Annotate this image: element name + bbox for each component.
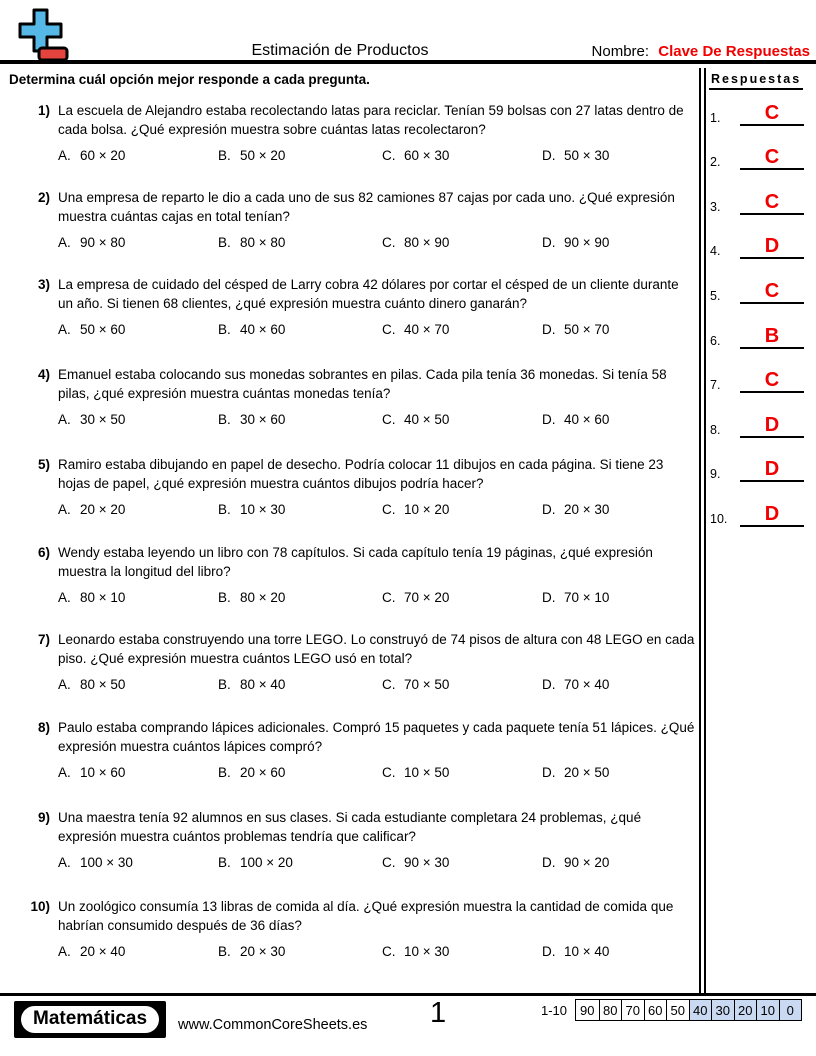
question-number: 9)	[37, 810, 50, 825]
answer-item	[710, 349, 808, 394]
option-label: A.	[58, 148, 71, 163]
answer-number: 8.	[710, 422, 721, 437]
option-label: B.	[218, 412, 231, 427]
option	[218, 322, 382, 337]
option-label: C.	[382, 944, 396, 959]
score-cell: 70	[621, 1000, 644, 1020]
question-text: Emanuel estaba colocando sus monedas sobrantes en pilas. Cada pila tenía 36 monedas. Si tenía 58 pilas, ¿qué expresión muestra cuántas monedas tenía?	[58, 367, 667, 401]
option	[218, 590, 382, 605]
answer-letter: C	[764, 146, 780, 169]
option-value: 60 × 20	[80, 148, 126, 163]
option-label: A.	[58, 590, 71, 605]
option-value: 100 × 20	[240, 855, 293, 870]
question-body	[58, 897, 695, 959]
score-cell: 0	[779, 1000, 802, 1020]
answer-item	[710, 259, 808, 304]
question	[22, 718, 695, 780]
option	[382, 322, 542, 337]
option	[382, 590, 542, 605]
question-text: Paulo estaba comprando lápices adicionales. Compró 15 paquetes y cada paquete tenía 51 lápices. ¿Qué expresión muestra cuántos lápices compró?	[58, 720, 695, 754]
option-value: 40 × 60	[240, 322, 286, 337]
page-title: Estimación de Productos	[251, 42, 429, 59]
option	[542, 677, 695, 692]
answer-letter: C	[764, 369, 780, 392]
options-row	[58, 412, 695, 427]
answer-item	[710, 126, 808, 171]
question-text: La empresa de cuidado del césped de Larry cobra 42 dólares por cortar el césped de un cliente durante un año. Si tienen 68 clientes, ¿qué expresión muestra cuánto dinero ganarán?	[58, 277, 679, 311]
question-text: Un zoológico consumía 13 libras de comida al día. ¿Qué expresión muestra la cantidad de comida que habrían consumido después de 36 días?	[58, 899, 674, 933]
option	[58, 412, 218, 427]
answer-letter: D	[764, 502, 780, 525]
option	[382, 855, 542, 870]
score-cell: 50	[666, 1000, 689, 1020]
option-label: A.	[58, 412, 71, 427]
option-label: A.	[58, 765, 71, 780]
answer-key-header: Respuestas	[709, 71, 803, 90]
answer-blank	[740, 192, 804, 215]
answer-item	[710, 482, 808, 527]
option-value: 40 × 70	[404, 322, 450, 337]
option-value: 70 × 20	[404, 590, 450, 605]
option	[58, 944, 218, 959]
option-label: A.	[58, 855, 71, 870]
option-value: 90 × 30	[404, 855, 450, 870]
option-value: 40 × 60	[564, 412, 610, 427]
option	[58, 855, 218, 870]
score-cell: 40	[689, 1000, 712, 1020]
answer-number: 5.	[710, 288, 721, 303]
answer-blank	[740, 236, 804, 259]
option-label: C.	[382, 148, 396, 163]
answer-number: 2.	[710, 155, 721, 170]
plus-minus-logo-icon	[16, 6, 70, 67]
answer-item	[710, 438, 808, 483]
option-value: 20 × 60	[240, 765, 286, 780]
option-label: B.	[218, 677, 231, 692]
option-value: 10 × 30	[404, 944, 450, 959]
option	[382, 502, 542, 517]
question	[22, 455, 695, 517]
answer-number: 4.	[710, 244, 721, 259]
question-text: Una maestra tenía 92 alumnos en sus clases. Si cada estudiante completara 24 problemas, ¿qué expresión muestra cuántos problemas tendría que calificar?	[58, 810, 642, 844]
questions-area	[0, 68, 699, 993]
answer-item	[710, 81, 808, 126]
option-value: 10 × 50	[404, 765, 450, 780]
options-row	[58, 765, 695, 780]
score-cell: 20	[734, 1000, 757, 1020]
answer-blank	[740, 459, 804, 482]
question	[22, 188, 695, 250]
answer-key-column	[706, 68, 816, 993]
question-number: 6)	[37, 545, 50, 560]
question	[22, 897, 695, 959]
option	[218, 855, 382, 870]
question-body	[58, 718, 695, 780]
question-body	[58, 188, 695, 250]
option-value: 80 × 90	[404, 235, 450, 250]
options-row	[58, 235, 695, 250]
answer-blank	[740, 415, 804, 438]
answer-letter: D	[764, 235, 780, 258]
option-value: 80 × 40	[240, 677, 286, 692]
option	[218, 235, 382, 250]
score-cell: 30	[711, 1000, 734, 1020]
site-url: www.CommonCoreSheets.es	[178, 1017, 368, 1033]
answer-letter: D	[764, 458, 780, 481]
answer-number: 7.	[710, 378, 721, 393]
option	[58, 590, 218, 605]
answer-item	[710, 393, 808, 438]
option	[542, 502, 695, 517]
question-number: 4)	[37, 367, 50, 382]
answer-letter: C	[764, 190, 780, 213]
question-body	[58, 543, 695, 605]
option-value: 10 × 40	[564, 944, 610, 959]
answer-number: 6.	[710, 333, 721, 348]
option-value: 100 × 30	[80, 855, 133, 870]
option	[218, 944, 382, 959]
option-label: B.	[218, 590, 231, 605]
answer-letter: B	[764, 324, 780, 347]
options-row	[58, 322, 695, 337]
answer-blank	[740, 147, 804, 170]
option	[58, 148, 218, 163]
option-value: 70 × 40	[564, 677, 610, 692]
option-label: D.	[542, 944, 556, 959]
option	[382, 677, 542, 692]
option-label: D.	[542, 322, 556, 337]
question	[22, 365, 695, 427]
answer-item	[710, 170, 808, 215]
score-cell: 10	[756, 1000, 779, 1020]
option-label: B.	[218, 235, 231, 250]
question	[22, 275, 695, 337]
option	[542, 944, 695, 959]
main	[0, 68, 816, 993]
answer-letter: C	[764, 279, 780, 302]
option-value: 20 × 20	[80, 502, 126, 517]
name-label: Nombre:	[591, 43, 650, 60]
option-label: B.	[218, 765, 231, 780]
option	[382, 765, 542, 780]
option	[382, 235, 542, 250]
question-body	[58, 455, 695, 517]
question-body	[58, 275, 695, 337]
option-label: C.	[382, 590, 396, 605]
option-label: C.	[382, 412, 396, 427]
question	[22, 630, 695, 692]
option	[218, 148, 382, 163]
option-value: 30 × 60	[240, 412, 286, 427]
option	[58, 502, 218, 517]
option	[382, 148, 542, 163]
question-body	[58, 808, 695, 870]
answer-number: 1.	[710, 110, 721, 125]
question-body	[58, 365, 695, 427]
option-value: 50 × 20	[240, 148, 286, 163]
question-number: 5)	[37, 457, 50, 472]
score-cell: 90	[576, 1000, 599, 1020]
score-cell: 80	[599, 1000, 622, 1020]
option	[542, 765, 695, 780]
option	[218, 765, 382, 780]
option-label: D.	[542, 855, 556, 870]
option-label: B.	[218, 148, 231, 163]
option-value: 80 × 10	[80, 590, 126, 605]
options-row	[58, 148, 695, 163]
option	[382, 944, 542, 959]
option-label: D.	[542, 677, 556, 692]
option-value: 90 × 80	[80, 235, 126, 250]
options-row	[58, 677, 695, 692]
option-label: D.	[542, 412, 556, 427]
option-value: 10 × 20	[404, 502, 450, 517]
option-label: B.	[218, 322, 231, 337]
option	[218, 677, 382, 692]
option-value: 60 × 30	[404, 148, 450, 163]
option-label: C.	[382, 502, 396, 517]
answer-letter: C	[764, 101, 780, 124]
option	[542, 412, 695, 427]
option-value: 80 × 80	[240, 235, 286, 250]
option-label: D.	[542, 502, 556, 517]
option-value: 50 × 70	[564, 322, 610, 337]
column-divider	[699, 68, 706, 993]
option	[58, 235, 218, 250]
footer	[0, 993, 816, 1056]
option	[58, 677, 218, 692]
question-number: 2)	[37, 190, 50, 205]
answer-letter: D	[764, 413, 780, 436]
options-row	[58, 590, 695, 605]
option	[542, 855, 695, 870]
score-group	[541, 999, 802, 1021]
answer-number: 9.	[710, 467, 721, 482]
question-number: 8)	[37, 720, 50, 735]
option	[542, 148, 695, 163]
option-label: A.	[58, 502, 71, 517]
option-value: 10 × 60	[80, 765, 126, 780]
option	[542, 322, 695, 337]
option-label: A.	[58, 944, 71, 959]
score-range-label: 1-10	[540, 1002, 567, 1018]
question-body	[58, 630, 695, 692]
option	[58, 765, 218, 780]
option-value: 20 × 30	[564, 502, 610, 517]
question-text: Wendy estaba leyendo un libro con 78 capítulos. Si cada capítulo tenía 19 páginas, ¿qué expresión muestra la longitud del libro?	[58, 545, 653, 579]
answer-number: 3.	[710, 199, 721, 214]
options-row	[58, 944, 695, 959]
option-value: 20 × 40	[80, 944, 126, 959]
question-text: La escuela de Alejandro estaba recolectando latas para reciclar. Tenían 59 bolsas con 27 latas dentro de cada bolsa. ¿Qué expresión muestra sobre cuántas latas recolectaron?	[58, 103, 684, 137]
answer-blank	[740, 103, 804, 126]
brand-badge	[14, 1001, 166, 1038]
option-value: 80 × 50	[80, 677, 126, 692]
option-label: D.	[542, 765, 556, 780]
option-value: 90 × 20	[564, 855, 610, 870]
answer-number: 10.	[710, 511, 728, 526]
option-label: C.	[382, 855, 396, 870]
instruction-text: Determina cuál opción mejor responde a cada pregunta.	[9, 72, 370, 87]
answer-blank	[740, 504, 804, 527]
question	[22, 101, 695, 163]
answer-blank	[740, 326, 804, 349]
option-value: 70 × 10	[564, 590, 610, 605]
question-number: 1)	[37, 103, 50, 118]
options-row	[58, 855, 695, 870]
question	[22, 543, 695, 605]
option-label: D.	[542, 148, 556, 163]
score-table	[575, 999, 802, 1021]
option	[58, 322, 218, 337]
name-value: Clave De Respuestas	[658, 43, 810, 60]
option-value: 20 × 30	[240, 944, 286, 959]
question-number: 7)	[37, 632, 50, 647]
option-label: A.	[58, 322, 71, 337]
option-value: 50 × 30	[564, 148, 610, 163]
answer-blank	[740, 370, 804, 393]
option	[542, 235, 695, 250]
question-number: 3)	[37, 277, 50, 292]
option-label: C.	[382, 322, 396, 337]
option	[218, 412, 382, 427]
option-value: 20 × 50	[564, 765, 610, 780]
question-number: 10)	[30, 899, 50, 914]
question-text: Leonardo estaba construyendo una torre LEGO. Lo construyó de 74 pisos de altura con 48 LEGO en cada piso. ¿Qué expresión muestra cuántos LEGO usó en total?	[58, 632, 695, 666]
brand-label: Matemáticas	[21, 1006, 159, 1033]
score-cell: 60	[644, 1000, 667, 1020]
option-label: D.	[542, 590, 556, 605]
page-number: 1	[430, 997, 447, 1029]
option-label: B.	[218, 502, 231, 517]
header	[0, 0, 816, 64]
option	[218, 502, 382, 517]
question-text: Una empresa de reparto le dio a cada uno de sus 82 camiones 87 cajas por cada uno. ¿Qué expresión muestra cuántas cajas en total tenían?	[58, 190, 675, 224]
option-label: C.	[382, 677, 396, 692]
option-value: 10 × 30	[240, 502, 286, 517]
option-value: 80 × 20	[240, 590, 286, 605]
name-area	[592, 43, 810, 60]
option-value: 90 × 90	[564, 235, 610, 250]
option-label: C.	[382, 235, 396, 250]
answer-blank	[740, 281, 804, 304]
question-text: Ramiro estaba dibujando en papel de desecho. Podría colocar 11 dibujos en cada página. Si tiene 23 hojas de papel, ¿qué expresión muestra cuántos dibujos podría hacer?	[58, 457, 664, 491]
option	[382, 412, 542, 427]
option-label: A.	[58, 677, 71, 692]
answer-item	[710, 215, 808, 260]
answer-key-list	[710, 81, 808, 527]
options-row	[58, 502, 695, 517]
option-label: B.	[218, 855, 231, 870]
option-value: 30 × 50	[80, 412, 126, 427]
option-value: 50 × 60	[80, 322, 126, 337]
option	[542, 590, 695, 605]
option-label: C.	[382, 765, 396, 780]
option-label: D.	[542, 235, 556, 250]
option-label: B.	[218, 944, 231, 959]
option-value: 70 × 50	[404, 677, 450, 692]
question-body	[58, 101, 695, 163]
question	[22, 808, 695, 870]
option-label: A.	[58, 235, 71, 250]
answer-item	[710, 304, 808, 349]
option-value: 40 × 50	[404, 412, 450, 427]
